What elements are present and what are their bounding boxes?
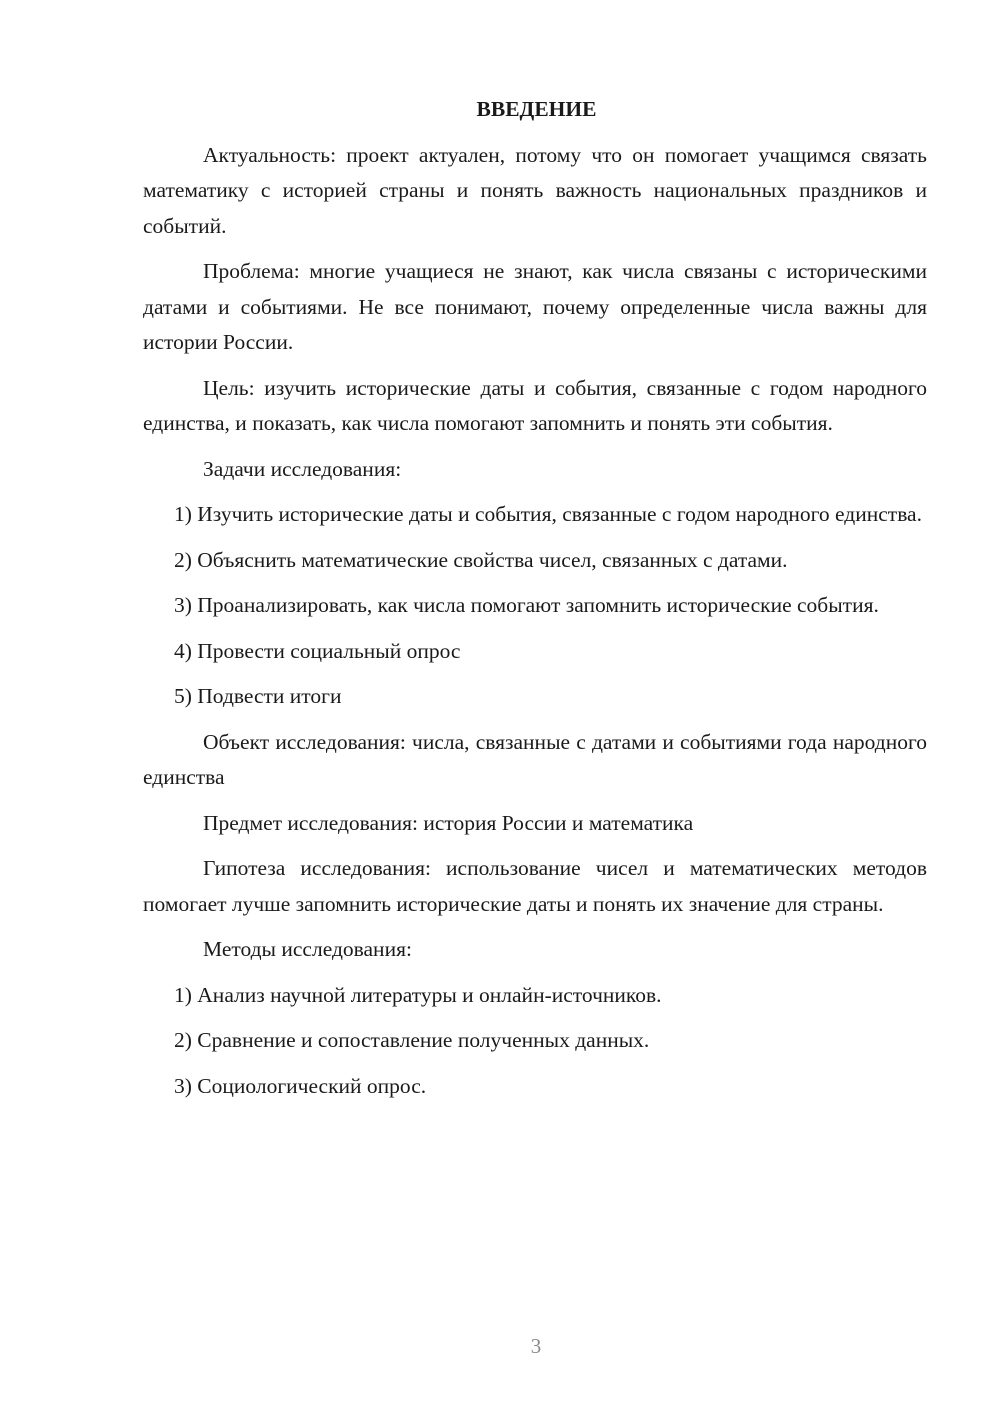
task-item-1: 1) Изучить исторические даты и события, связанные с годом народного единства. — [174, 502, 922, 526]
section-title: ВВЕДЕНИЕ — [476, 97, 597, 121]
task-item-3: 3) Проанализировать, как числа помогают запомнить исторические события. — [174, 593, 879, 617]
method-item-2: 2) Сравнение и сопоставление полученных данных. — [174, 1028, 650, 1052]
hypothesis-paragraph: Гипотеза исследования: использование чисел и математических методов помогает лучше запомнить исторические даты и понять их значение для страны. — [143, 856, 927, 916]
subject-paragraph: Предмет исследования: история России и математика — [203, 810, 694, 835]
method-item-1: 1) Анализ научной литературы и онлайн-источников. — [174, 982, 662, 1007]
problem-paragraph: Проблема: многие учащиеся не знают, как числа связаны с историческими датами и событиями. Не все понимают, почему определенные числа важны для истории России. — [143, 259, 927, 354]
methods-heading: Методы исследования: — [203, 937, 412, 961]
goal-paragraph: Цель: изучить исторические даты и события, связанные с годом народного единства, и показать, как числа помогают запомнить и понять эти события. — [143, 375, 927, 435]
tasks-heading: Задачи исследования: — [203, 456, 402, 481]
relevance-paragraph: Актуальность: проект актуален, потому что он помогает учащимся связать математику с историей страны и понять важность национальных праздников и событий. — [143, 142, 927, 238]
task-item-2: 2) Объяснить математические свойства чисел, связанных с датами. — [174, 547, 788, 572]
object-paragraph: Объект исследования: числа, связанные с датами и событиями года народного единства — [143, 729, 927, 789]
task-item-4: 4) Провести социальный опрос — [174, 638, 461, 663]
page-content — [143, 92, 927, 1114]
page-number: 3 — [530, 1334, 542, 1358]
method-item-3: 3) Социологический опрос. — [174, 1073, 427, 1098]
task-item-5: 5) Подвести итоги — [174, 684, 342, 708]
